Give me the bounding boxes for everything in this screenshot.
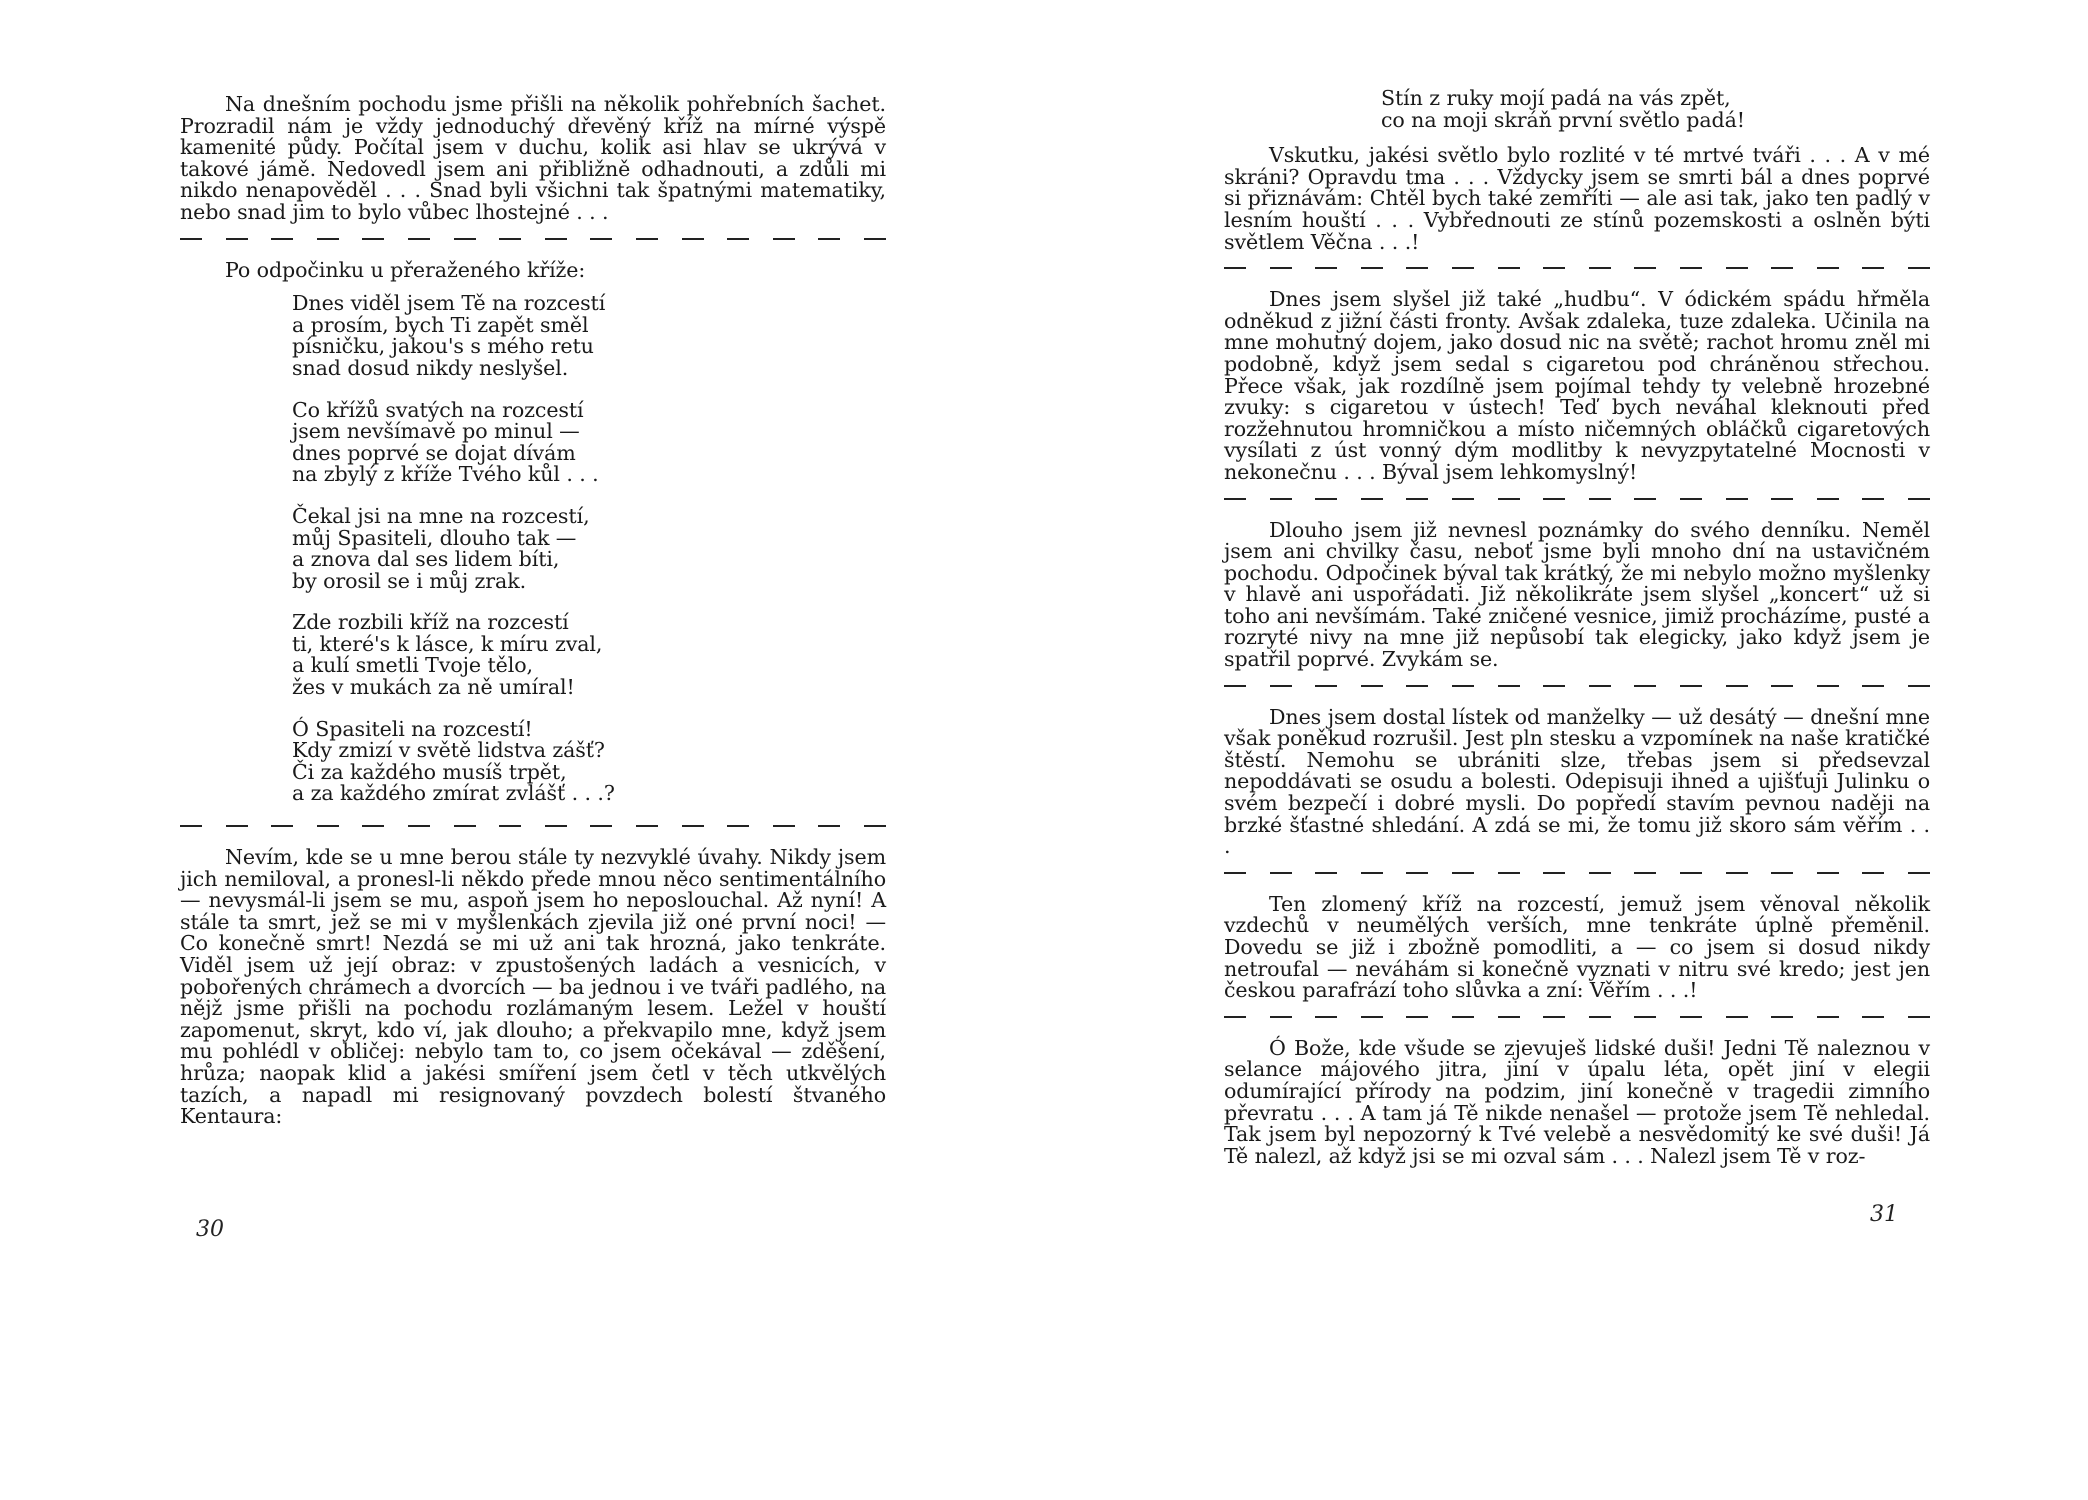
poem-line: jsem nevšímavě po minul — [292,419,580,444]
divider-dash [1771,1016,1793,1018]
divider-dash [1224,872,1246,874]
paragraph: Vskutku, jakési světlo bylo rozlité v té mrtvé tváři . . . A v mé skráni? Opravdu tma . . . Vždycky jsem se smrti bál a dnes poprvé si přiznávám: Chtěl bych také zemříti — ale asi tak, jako ten padlý v lesním houští . . . Vybřednouti ze stínů pozemskosti a oslněn býti světlem Věčna . . .! [1224,143,1930,254]
divider-dash [1908,267,1930,269]
divider-dash [1452,685,1474,687]
divider-dash [1726,1016,1748,1018]
poem-stanza [292,503,886,593]
divider-dash [1817,685,1839,687]
divider-dash [1361,685,1383,687]
poem-line: a za každého zmírat zvlášť . . .? [292,781,615,806]
divider-dash [1680,498,1702,500]
page-number: 31 [1870,1202,1898,1227]
poem-line: ti, které's k lásce, k míru zval, [292,631,603,656]
poem-line: Co křížů svatých na rozcestí [292,397,584,422]
divider-dash [271,825,293,827]
left-text-column [180,94,886,1128]
divider-dash [1771,498,1793,500]
right-text-column [1224,88,1930,1167]
divider-dash [1589,872,1611,874]
section-divider [180,815,886,837]
divider-dash [1315,1016,1337,1018]
poem-line: co na moji skráň první světlo padá! [1381,107,1745,132]
divider-dash [1634,872,1656,874]
divider-dash [1634,498,1656,500]
divider-dash [1270,267,1292,269]
divider-dash [1817,498,1839,500]
divider-dash [1543,1016,1565,1018]
divider-dash [727,238,749,240]
divider-dash [1680,267,1702,269]
divider-dash [1771,267,1793,269]
divider-dash [362,825,384,827]
divider-dash [1817,1016,1839,1018]
divider-dash [1270,1016,1292,1018]
poem-intro: Po odpočinku u přeraženého kříže: [225,257,586,282]
divider-dash [1680,872,1702,874]
poem-stanza [292,293,886,379]
divider-dash [1361,872,1383,874]
divider-dash [1543,498,1565,500]
divider-dash [1315,872,1337,874]
divider-dash [1498,267,1520,269]
right-page [1044,0,2088,1500]
divider-dash [1270,685,1292,687]
divider-dash [1908,1016,1930,1018]
divider-dash [1452,1016,1474,1018]
poem-line: a prosím, bych Ti zapět směl [292,312,589,337]
divider-dash [1406,872,1428,874]
section-divider [180,228,886,250]
divider-dash [1589,498,1611,500]
divider-dash [1589,685,1611,687]
divider-dash [271,238,293,240]
divider-dash [408,825,430,827]
divider-dash [1726,872,1748,874]
divider-dash [1726,267,1748,269]
divider-dash [1634,267,1656,269]
divider-dash [1498,872,1520,874]
paragraph: Ten zlomený kříž na rozcestí, jemuž jsem věnoval několik vzdechů v neumělých verších, mne tenkráte úplně přeměnil. Dovedu se již i zbožně pomodliti, a — co jsem si dosud nikdy netroufal — neváhám si konečně vyznati v nitru své kredo; jest jen českou parafrází toho slůvka a zní: Věřím . . .! [1224,891,1930,1003]
divider-dash [1270,872,1292,874]
poem-line: Ó Spasiteli na rozcestí! [292,716,533,741]
poem-line: dnes poprvé se dojat dívám [292,440,576,465]
paragraph: Dnes jsem dostal lístek od manželky — už desátý — dnešní mne však poněkud rozrušil. Jest pln stesku a vzpomínek na naše kratičké štěstí. Nemohu se ubrániti slze, třebas jsem si předsevzal nepoddávati se osudu a bolesti. Odepisuji ihned a ujišťuji Julinku o svém bezpečí i dobré mysli. Do popředí stavím pevnou naději na brzké šťastné shledání. A zdá se mi, že tomu již skoro sám věřím . . . [1224,704,1930,859]
divider-dash [1771,872,1793,874]
section-divider [1224,257,1930,279]
paragraph: Ó Bože, kde všude se zjevuješ lidské duši! Jedni Tě naleznou v selance májového jitra, jiní v úpalu léta, opět jiní v elegii odumírající přírody na podzim, jiní konečně v tragedii zimního převratu . . . A tam já Tě nikde nenašel — protože jsem Tě nehledal. Tak jsem byl nepozorný k Tvé velebě a nesvědomitý ke své duši! Já Tě nalezl, až když jsi se mi ozval sám . . . Nalezl jsem Tě v roz- [1224,1035,1930,1168]
poem-stanza [292,397,886,487]
divider-dash [1224,685,1246,687]
divider-dash [1771,685,1793,687]
divider-dash [226,238,248,240]
divider-dash [317,825,339,827]
divider-dash [773,238,795,240]
divider-dash [864,238,886,240]
poem-line: Stín z ruky mojí padá na vás zpět, [1381,86,1731,110]
divider-dash [1862,267,1884,269]
divider-dash [590,238,612,240]
poem-line: žes v mukách za ně umíral! [292,675,575,700]
poem-line: můj Spasiteli, dlouho tak — [292,525,577,550]
paragraph: Nevím, kde se u mne berou stále ty nezvyklé úvahy. Nikdy jsem jich nemiloval, a pronesl-li někdo přede mnou něco sentimentálního — nevysmál-li jsem se mu, aspoň jsem ho neposlouchal. Až nyní! A stále ta smrt, jež se mi v myšlenkách zjevila již oné první noci! — Co konečně smrt! Nezdá se mi už ani tak hrozná, jako tenkráte. Viděl jsem už její obraz: v zpustošených ladách a vesnicích, v pobořených chrámech a dvorcích — ba jednou i ve tváři padlého, na nějž jsme přišli na pochodu rozlámaným lesem. Ležel v houští zapomenut, skryt, kdo ví, jak dlouho; a překvapilo mne, když jsem mu pohlédl v obličej: nebylo tam to, co jsem očekával — zděšení, hrůza; naopak klid a jakési smíření jsem četl v těch utkvělých tazích, a napadl mi resignovaný povzdech bolestí štvaného Kentaura: [180,845,886,1129]
poem-stanza [292,716,886,806]
divider-dash [818,238,840,240]
divider-dash [1452,498,1474,500]
divider-dash [499,825,521,827]
paragraph: Dnes jsem slyšel již také „hudbu“. V ódickém spádu hřměla odněkud z jižní části fronty. Avšak zdaleka, tuze zdaleka. Učinila na mne mohutný dojem, jako dosud nic na světě; rachot hromu zněl mi podobně, když jsem sedal s cigaretou pod chráněnou střechou. Přece však, jak rozdílně jsem pojímal tehdy ty velebně hrozebné zvuky: s cigaretou v ústech! Teď bych neváhal kleknouti před rozžehnutou hromničkou a místo ničemných obláčků cigaretových vysílati z úst vonný dým modlitby k nevyzpytatelné Mocnosti v nekonečnu . . . Býval jsem lehkomyslný! [1224,287,1930,484]
section-divider [1224,488,1930,510]
divider-dash [1498,498,1520,500]
paragraph: Na dnešním pochodu jsme přišli na několik pohřebních šachet. Prozradil nám je vždy jednoduchý dřevěný kříž na mírné výspě kamenité půdy. Počítal jsem v duchu, kolik asi hlav se ukrývá v takové jámě. Nedovedl jsem ani přibližně odhadnouti, a zdůli mi nikdo nenapověděl . . . Snad byli všichni tak špatnými matematiky, nebo snad jim to bylo vůbec lhostejné . . . [180,92,886,224]
divider-dash [1406,267,1428,269]
divider-dash [1361,267,1383,269]
poem-line: písničku, jakou's s mého retu [292,334,594,359]
divider-dash [1589,267,1611,269]
divider-dash [773,825,795,827]
divider-dash [1634,685,1656,687]
divider-dash [180,825,202,827]
divider-dash [226,825,248,827]
poem-line: Dnes viděl jsem Tě na rozcestí [292,291,606,316]
divider-dash [1908,872,1930,874]
divider-dash [1406,498,1428,500]
divider-dash [1680,685,1702,687]
divider-dash [1543,685,1565,687]
divider-dash [1224,1016,1246,1018]
divider-dash [1406,1016,1428,1018]
divider-dash [1315,267,1337,269]
divider-dash [682,825,704,827]
divider-dash [1726,498,1748,500]
page-number: 30 [196,1217,224,1242]
divider-dash [454,825,476,827]
divider-dash [1452,267,1474,269]
divider-dash [1634,1016,1656,1018]
divider-dash [1680,1016,1702,1018]
divider-dash [499,238,521,240]
paragraph: Dlouho jsem již nevnesl poznámky do svého denníku. Neměl jsem ani chvilky času, neboť jsme byli mnoho dní na ustavičném pochodu. Odpočinek býval tak krátký, že mi nebylo možno myšlenky v hlavě ani uspořádati. Již několikráte jsem slyšel „koncert“ už si toho ani nevšímám. Také zničené vesnice, jimiž procházíme, pusté a rozryté nivy na mne již nepůsobí tak elegicky, jako když jsem je spatřil poprvé. Zvykám se. [1224,517,1930,672]
divider-dash [1908,498,1930,500]
divider-dash [1452,872,1474,874]
divider-dash [818,825,840,827]
divider-dash [180,238,202,240]
poem-stanza [292,612,886,698]
divider-dash [1498,1016,1520,1018]
poem-line: a znova dal ses lidem bíti, [292,547,560,572]
divider-dash [1406,685,1428,687]
divider-dash [636,238,658,240]
divider-dash [1589,1016,1611,1018]
section-divider [1224,862,1930,884]
divider-dash [545,238,567,240]
poem-quote [1381,88,1930,131]
divider-dash [1817,872,1839,874]
poem-line: Či za každého musíš trpět, [292,759,567,784]
divider-dash [362,238,384,240]
divider-dash [1726,685,1748,687]
divider-dash [682,238,704,240]
divider-dash [727,825,749,827]
poem-line: snad dosud nikdy neslyšel. [292,355,569,380]
divider-dash [1224,267,1246,269]
divider-dash [1361,498,1383,500]
divider-dash [636,825,658,827]
poem-line: Čekal jsi na mne na rozcestí, [292,503,590,528]
poem [292,293,886,805]
section-divider [1224,675,1930,697]
divider-dash [1543,267,1565,269]
divider-dash [590,825,612,827]
poem-line: Zde rozbili kříž na rozcestí [292,610,569,635]
divider-dash [1543,872,1565,874]
poem-line: by orosil se i můj zrak. [292,568,527,593]
divider-dash [1270,498,1292,500]
divider-dash [864,825,886,827]
divider-dash [545,825,567,827]
divider-dash [1315,498,1337,500]
divider-dash [1361,1016,1383,1018]
divider-dash [1908,685,1930,687]
poem-line: na zbylý z kříže Tvého kůl . . . [292,462,599,487]
poem-line: a kulí smetli Tvoje tělo, [292,653,533,678]
divider-dash [408,238,430,240]
divider-dash [1817,267,1839,269]
divider-dash [1315,685,1337,687]
divider-dash [1862,872,1884,874]
section-divider [1224,1006,1930,1028]
divider-dash [1862,498,1884,500]
divider-dash [454,238,476,240]
divider-dash [1862,1016,1884,1018]
poem-line: Kdy zmizí v světě lidstva zášť? [292,738,605,763]
divider-dash [1224,498,1246,500]
divider-dash [1498,685,1520,687]
divider-dash [1862,685,1884,687]
divider-dash [317,238,339,240]
